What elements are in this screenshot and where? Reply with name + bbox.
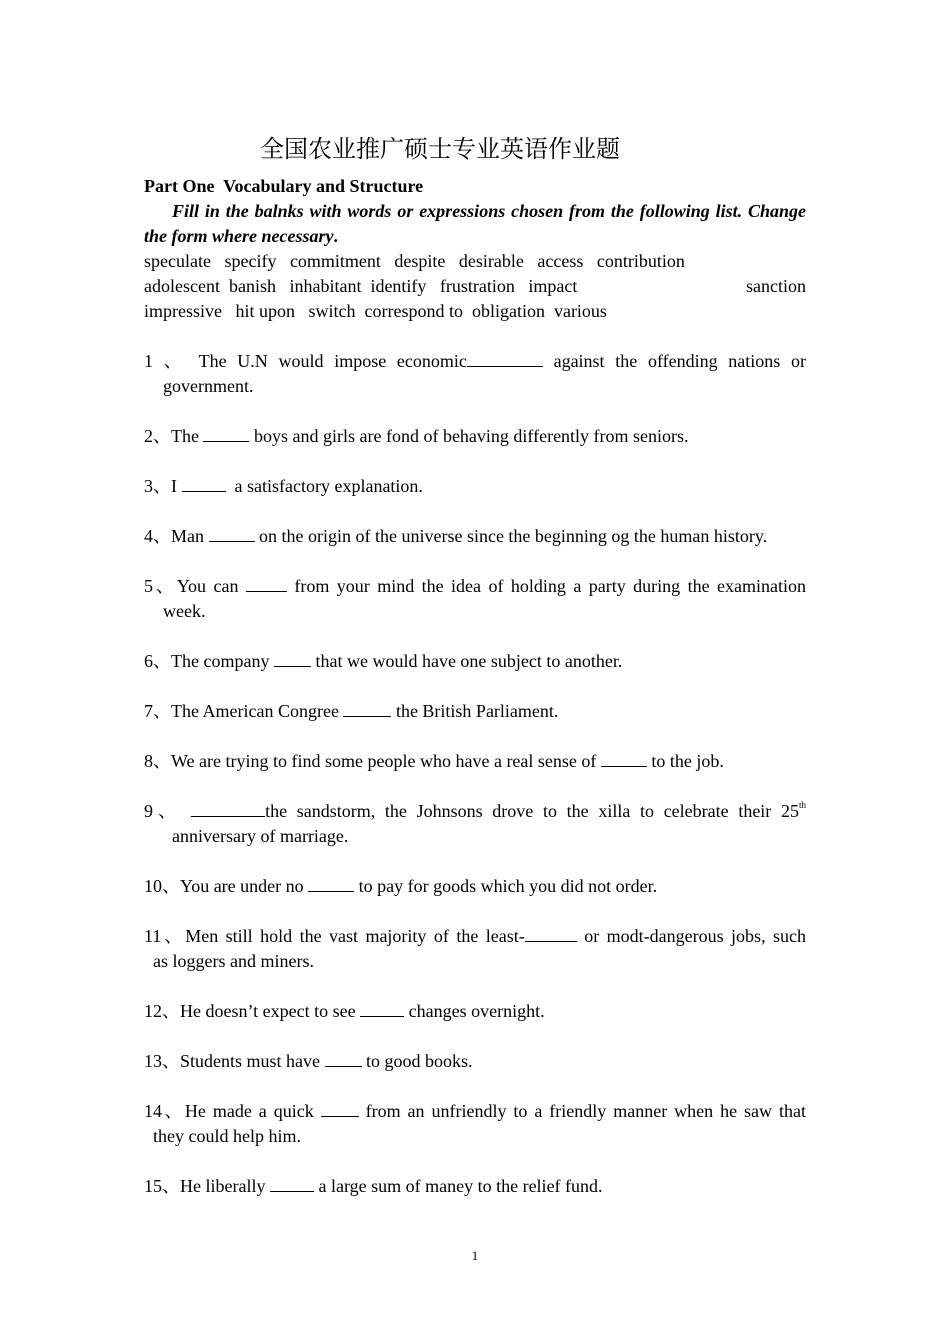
question-text-part: to good books. bbox=[361, 1051, 473, 1071]
document-title: 全国农业推广硕士专业英语作业题 bbox=[260, 135, 620, 163]
question-text-part: 13、Students must have bbox=[144, 1051, 325, 1071]
question-continuation: as loggers and miners. bbox=[153, 951, 314, 971]
question-text-part: 4、Man bbox=[144, 526, 209, 546]
answer-blank bbox=[467, 350, 543, 367]
question-item bbox=[144, 524, 806, 549]
question-text bbox=[144, 749, 806, 774]
answer-blank bbox=[270, 1175, 314, 1192]
question-text-part: a large sum of maney to the relief fund. bbox=[313, 1176, 603, 1196]
question-item bbox=[144, 1049, 806, 1074]
page-number: 1 bbox=[471, 1248, 479, 1263]
question-text bbox=[144, 424, 806, 449]
answer-blank bbox=[308, 875, 354, 892]
question-text-part: 7、The American Congree bbox=[144, 701, 344, 721]
question-text-part: changes overnight. bbox=[404, 1001, 545, 1021]
question-text-part: 5、You can bbox=[144, 576, 246, 596]
superscript: th bbox=[799, 800, 807, 810]
question-continuation: they could help him. bbox=[153, 1126, 301, 1146]
question-text bbox=[144, 874, 806, 899]
answer-blank bbox=[601, 750, 647, 767]
question-continuation: week. bbox=[163, 601, 206, 621]
question-item bbox=[144, 699, 806, 724]
word-list-line bbox=[144, 249, 806, 274]
question-item bbox=[144, 749, 806, 774]
question-item bbox=[144, 574, 806, 624]
question-continuation: government. bbox=[163, 376, 254, 396]
question-text-part: from your mind the idea of holding a party during the examination bbox=[286, 576, 806, 596]
word-list-text: speculate specify commitment despite desirable access contribution bbox=[144, 251, 685, 271]
question-item bbox=[144, 799, 806, 849]
question-text-part: the sandstorm, the Johnsons drove to the xilla to celebrate their 25 bbox=[265, 801, 799, 821]
question-text bbox=[144, 1174, 806, 1199]
question-text-part: on the origin of the universe since the beginning og the human history. bbox=[254, 526, 768, 546]
question-text-part: the British Parliament. bbox=[391, 701, 559, 721]
answer-blank bbox=[182, 475, 226, 492]
question-item bbox=[144, 424, 806, 449]
question-list bbox=[144, 349, 806, 1199]
question-text-part: to pay for goods which you did not order. bbox=[354, 876, 658, 896]
document-body bbox=[144, 174, 806, 1224]
answer-blank bbox=[325, 1050, 362, 1067]
question-text bbox=[144, 799, 806, 824]
word-list bbox=[144, 249, 806, 324]
question-text-part: 8、We are trying to find some people who have a real sense of bbox=[144, 751, 601, 771]
answer-blank bbox=[321, 1100, 359, 1117]
question-text bbox=[144, 474, 806, 499]
word-list-text: sanction bbox=[746, 276, 806, 296]
instructions bbox=[144, 199, 806, 249]
part-heading: Part One Vocabulary and Structure bbox=[144, 176, 424, 196]
question-item bbox=[144, 874, 806, 899]
question-text-part: from an unfriendly to a friendly manner when he saw that bbox=[358, 1101, 806, 1121]
answer-blank bbox=[209, 525, 255, 542]
question-text-part: boys and girls are fond of behaving differently from seniors. bbox=[249, 426, 689, 446]
question-item bbox=[144, 649, 806, 674]
word-list-text: adolescent banish inhabitant identify frustration impact bbox=[144, 276, 578, 296]
question-text bbox=[144, 574, 806, 599]
question-text-part: 9、 bbox=[144, 801, 192, 821]
question-text bbox=[144, 349, 806, 374]
question-item bbox=[144, 999, 806, 1024]
question-item bbox=[144, 1099, 806, 1149]
answer-blank bbox=[191, 800, 265, 817]
question-item bbox=[144, 349, 806, 399]
question-text bbox=[144, 1049, 806, 1074]
answer-blank bbox=[525, 925, 577, 942]
question-text-part: 15、He liberally bbox=[144, 1176, 270, 1196]
question-text-part: 12、He doesn’t expect to see bbox=[144, 1001, 361, 1021]
question-text-part: 3、I bbox=[144, 476, 182, 496]
question-continuation: anniversary of marriage. bbox=[172, 826, 349, 846]
word-list-text: impressive hit upon switch correspond to obligation various bbox=[144, 301, 607, 321]
question-text-part: 11、Men still hold the vast majority of the least- bbox=[144, 926, 525, 946]
word-list-line bbox=[144, 274, 806, 299]
question-text-part: 1 、 The U.N would impose economic bbox=[144, 351, 467, 371]
question-text-part: 10、You are under no bbox=[144, 876, 309, 896]
question-item bbox=[144, 924, 806, 974]
question-text-part: or modt-dangerous jobs, such bbox=[576, 926, 807, 946]
question-text bbox=[144, 1099, 806, 1124]
question-item bbox=[144, 474, 806, 499]
question-text-part: 6、The company bbox=[144, 651, 274, 671]
question-text-part: against the offending nations or bbox=[542, 351, 807, 371]
question-text bbox=[144, 999, 806, 1024]
answer-blank bbox=[360, 1000, 404, 1017]
question-text-part: that we would have one subject to another. bbox=[310, 651, 623, 671]
question-text-part: a satisfactory explanation. bbox=[225, 476, 423, 496]
answer-blank bbox=[274, 650, 311, 667]
answer-blank bbox=[203, 425, 249, 442]
word-list-line bbox=[144, 299, 806, 324]
question-text bbox=[144, 699, 806, 724]
answer-blank bbox=[246, 575, 287, 592]
instructions-period: . bbox=[333, 226, 338, 246]
answer-blank bbox=[343, 700, 391, 717]
question-item bbox=[144, 1174, 806, 1199]
question-text-part: 14、He made a quick bbox=[144, 1101, 321, 1121]
question-text bbox=[144, 524, 806, 549]
question-text-part: to the job. bbox=[646, 751, 724, 771]
question-text bbox=[144, 924, 806, 949]
question-text bbox=[144, 649, 806, 674]
instructions-text: Fill in the balnks with words or expressions chosen from the following list. Change the form where necessary bbox=[144, 201, 806, 246]
question-text-part: 2、The bbox=[144, 426, 204, 446]
